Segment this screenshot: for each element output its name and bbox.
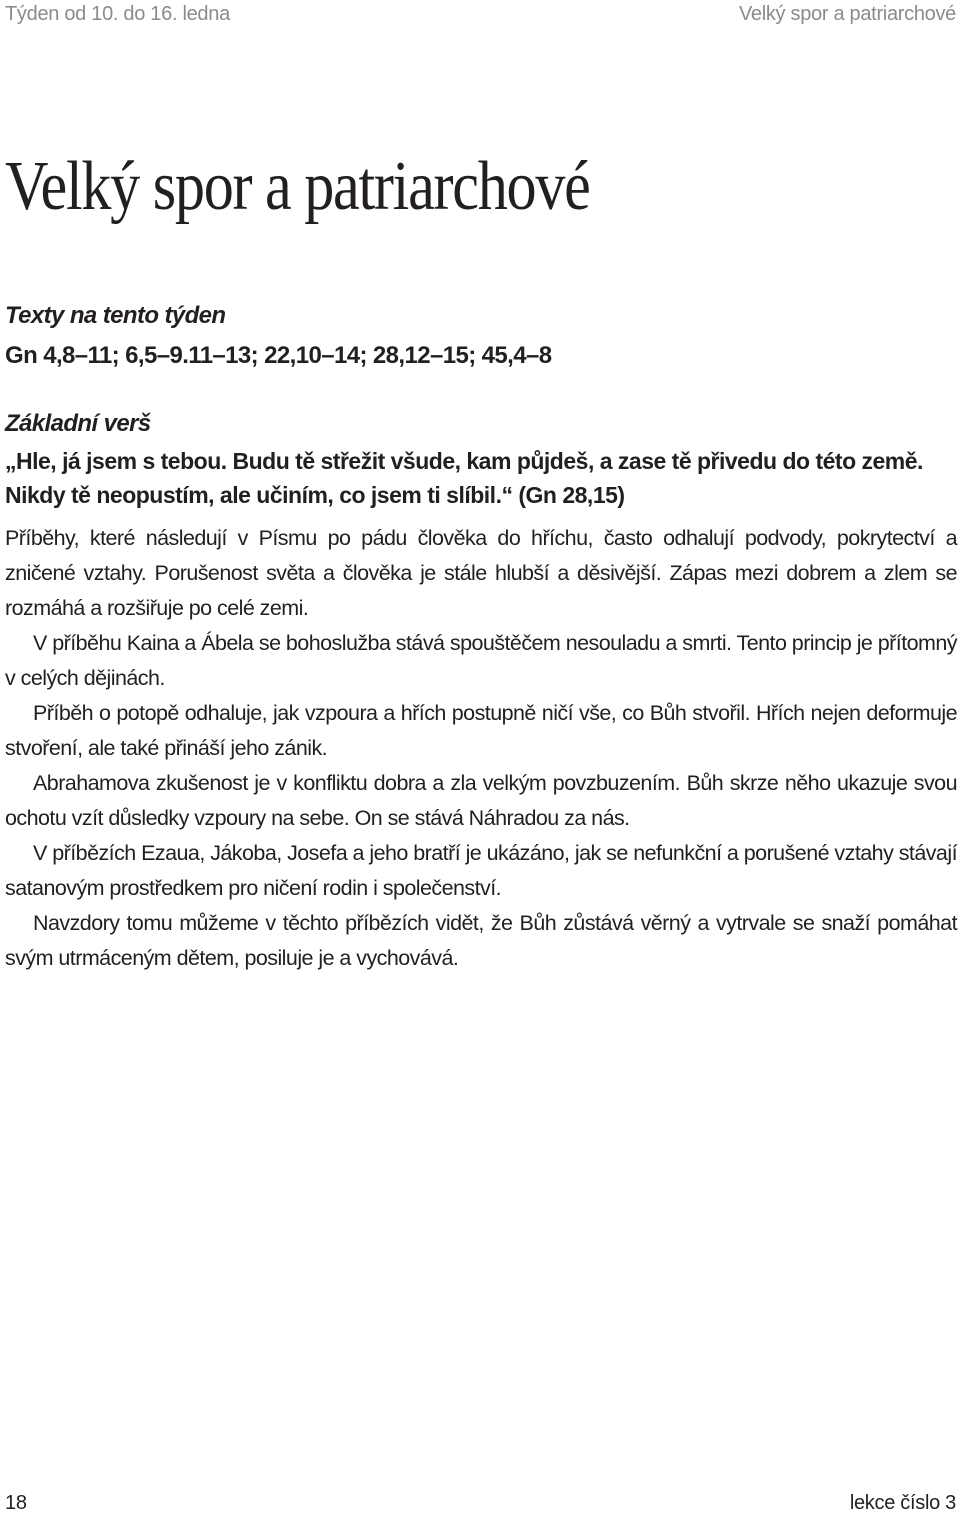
lesson-number: lekce číslo 3 (849, 1492, 956, 1514)
lesson-content (5, 296, 957, 976)
paragraph-abraham: Abrahamova zkušenost je v konfliktu dobra a zla velkým povzbuzením. Bůh skrze něho ukazuje svou ochotu vzít důsledky vzpoury na sebe. On se stává Náhradou za nás. (5, 771, 957, 830)
paragraph-esau-jacob-joseph: V příbězích Ezaua, Jákoba, Josefa a jeho bratří je ukázáno, jak se nefunkční a porušené vztahy stávají satanovým prostředkem pro ničení rodin i společenství. (5, 841, 957, 900)
paragraph-conclusion: Navzdory tomu můžeme v těchto příbězích vidět, že Bůh zůstává věrný a vytrvale se snaží pomáhat svým utrmáceným dětem, posiluje je a vychovává. (5, 911, 957, 970)
texts-references: Gn 4,8–11; 6,5–9.11–13; 22,10–14; 28,12–15; 45,4–8 (5, 342, 552, 369)
page-number: 18 (5, 1492, 27, 1514)
key-verse-text: „Hle, já jsem s tebou. Budu tě střežit všude, kam půjdeš, a zase tě přivedu do této země. Nikdy tě neopustím, ale učiním, co jsem ti slíbil.“ (5, 448, 923, 508)
key-verse-label: Základní verš (5, 410, 151, 437)
paragraph-cain-abel: V příběhu Kaina a Ábela se bohoslužba stává spouštěčem nesouladu a smrti. Tento princip je přítomný v celých dějinách. (5, 631, 957, 690)
intro-paragraph: Příběhy, které následují v Písmu po pádu člověka do hříchu, často odhalují podvody, pokrytectví a zničené vztahy. Porušenost světa a člověka je stále hlubší a děsivější. Zápas mezi dobrem a zlem se rozmáhá a rozšiřuje po celé zemi. (5, 526, 957, 620)
header-week: Týden od 10. do 16. ledna (5, 3, 230, 25)
key-verse-reference: (Gn 28,15) (518, 482, 625, 508)
running-header (5, 3, 956, 26)
header-title: Velký spor a patriarchové (738, 3, 956, 25)
texts-label: Texty na tento týden (5, 302, 226, 329)
key-verse (5, 444, 957, 512)
lesson-title: Velký spor a patriarchové (5, 148, 590, 225)
paragraph-flood: Příběh o potopě odhaluje, jak vzpoura a hřích postupně ničí vše, co Bůh stvořil. Hřích nejen deformuje stvoření, ale také přináší jeho zánik. (5, 701, 957, 760)
